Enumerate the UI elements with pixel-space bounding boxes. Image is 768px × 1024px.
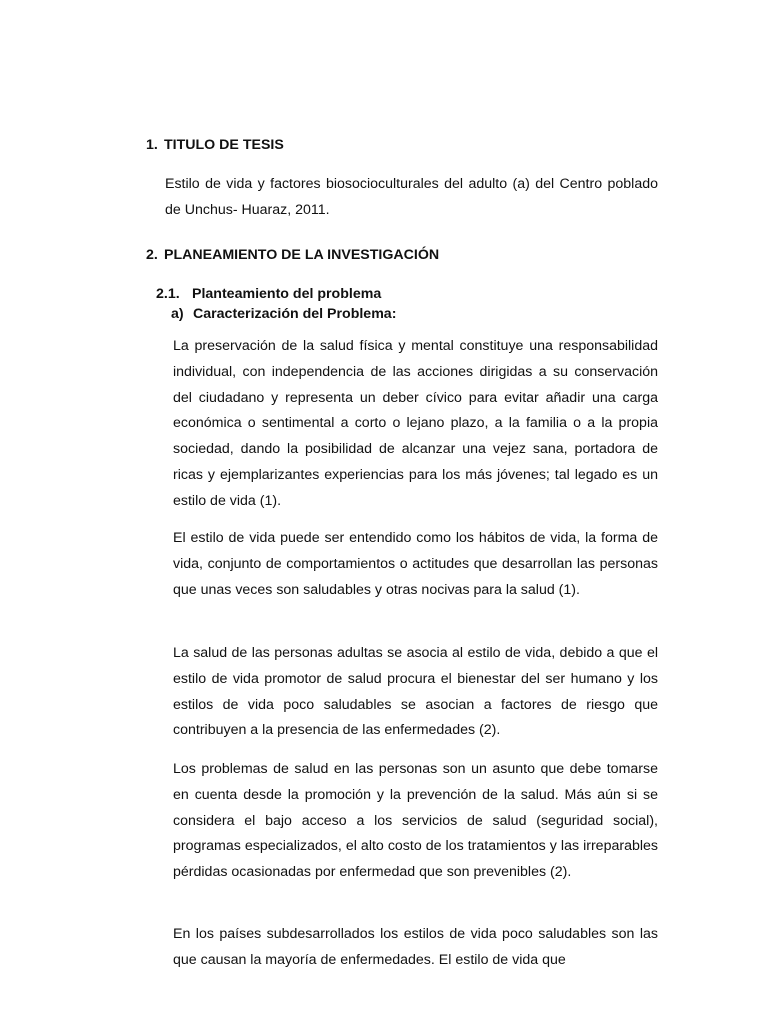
paragraph-1: La preservación de la salud física y mental constituye una responsabilidad individual, con independencia de las acciones dirigidas a su conservación del ciudadano y representa un deber cívico para evitar añadir una carga económica o sentimental a corto o lejano plazo, a la familia o a la propia sociedad, dando la posibilidad de alcanzar una vejez sana, portadora de ricas y ejemplarizantes experiencias para los más jóvenes; tal legado es un estilo de vida (1). [173, 338, 658, 509]
section-1-title: TITULO DE TESIS [164, 137, 284, 153]
paragraph-4: Los problemas de salud en las personas son un asunto que debe tomarse en cuenta desde la promoción y la prevención de la salud. Más aún si se considera el bajo acceso a los servicios de salud (seguridad social), programas especializados, el alto costo de los tratamientos y las irreparables pérdidas ocasionadas por enfermedad que son prevenibles (2). [173, 761, 658, 881]
subsection-a-heading [171, 306, 396, 322]
section-1-heading [146, 137, 284, 153]
section-2-1-number: 2.1. [156, 286, 180, 302]
section-2-1-heading [156, 286, 381, 302]
subsection-a-title: Caracterización del Problema: [193, 306, 397, 322]
subsection-a-number: a) [171, 306, 184, 322]
paragraph-2: El estilo de vida puede ser entendido como los hábitos de vida, la forma de vida, conjunto de comportamientos o actitudes que desarrollan las personas que unas veces son saludables y otras nocivas para la salud (1). [173, 530, 658, 598]
paragraph-5: En los países subdesarrollados los estilos de vida poco saludables son las que causan la mayoría de enfermedades. El estilo de vida que [173, 926, 658, 968]
paragraph-3: La salud de las personas adultas se asocia al estilo de vida, debido a que el estilo de vida promotor de salud procura el bienestar del ser humano y los estilos de vida poco saludables se asocian a factores de riesgo que contribuyen a la presencia de las enfermedades (2). [173, 645, 658, 739]
section-2-title: PLANEAMIENTO DE LA INVESTIGACIÓN [164, 247, 440, 263]
section-2-heading [146, 247, 439, 263]
thesis-title-text: Estilo de vida y factores biosocioculturales del adulto (a) del Centro poblado de Unchus- Huaraz, 2011. [165, 176, 658, 218]
section-1-number: 1. [146, 137, 158, 153]
section-2-number: 2. [146, 247, 158, 263]
section-2-1-title: Planteamiento del problema [192, 286, 382, 302]
